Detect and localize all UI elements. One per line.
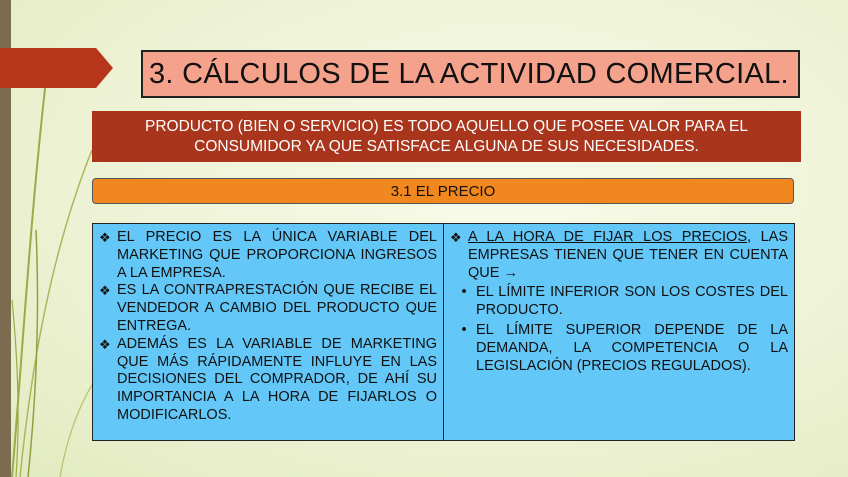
- right-column: [444, 224, 794, 440]
- item-text: ADEMÁS ES LA VARIABLE DE MARKETING QUE MÁS RÁPIDAMENTE INFLUYE EN LAS DECISIONES DEL COMPRADOR, DE AHÍ SU IMPORTANCIA A LA HORA DE FIJARLOS O MODIFICARLOS.: [117, 335, 437, 423]
- list-item: [450, 229, 788, 282]
- intro-rest: , LAS EMPRESAS TIENEN QUE TENER EN CUENTA QUE →: [468, 229, 788, 281]
- item-text: EL PRECIO ES LA ÚNICA VARIABLE DEL MARKETING QUE PROPORCIONA INGRESOS A LA EMPRESA.: [117, 229, 437, 281]
- title-arrow-decoration: [0, 48, 113, 88]
- diamond-bullet-icon: ❖: [99, 230, 111, 245]
- page-title: 3. CÁLCULOS DE LA ACTIVIDAD COMERCIAL.: [141, 50, 800, 98]
- section-heading: 3.1 EL PRECIO: [92, 178, 794, 204]
- item-text: ES LA CONTRAPRESTACIÓN QUE RECIBE EL VENDEDOR A CAMBIO DEL PRODUCTO QUE ENTREGA.: [117, 282, 437, 334]
- diamond-bullet-icon: ❖: [99, 336, 111, 352]
- sub-list-item: [450, 284, 788, 320]
- list-item: [99, 229, 437, 282]
- sub-item-text: EL LÍMITE SUPERIOR DEPENDE DE LA DEMANDA, LA COMPETENCIA O LA LEGISLACIÓN (PRECIOS REGULADOS).: [476, 321, 788, 374]
- left-column: [93, 224, 444, 440]
- diamond-bullet-icon: ❖: [450, 230, 462, 245]
- diamond-bullet-icon: ❖: [99, 283, 111, 299]
- list-item: [99, 336, 437, 425]
- dot-bullet-icon: •: [461, 321, 467, 338]
- dot-bullet-icon: •: [461, 284, 467, 301]
- item-text: [468, 229, 788, 282]
- content-table: [92, 223, 795, 441]
- list-item: [99, 282, 437, 335]
- sub-item-text: EL LÍMITE INFERIOR SON LOS COSTES DEL PRODUCTO.: [476, 284, 788, 319]
- sub-list-item: [450, 322, 788, 375]
- underlined-phrase: A LA HORA DE FIJAR LOS PRECIOS: [468, 229, 747, 245]
- product-definition: PRODUCTO (BIEN O SERVICIO) ES TODO AQUELLO QUE POSEE VALOR PARA EL CONSUMIDOR YA QUE SATISFACE ALGUNA DE SUS NECESIDADES.: [92, 111, 801, 162]
